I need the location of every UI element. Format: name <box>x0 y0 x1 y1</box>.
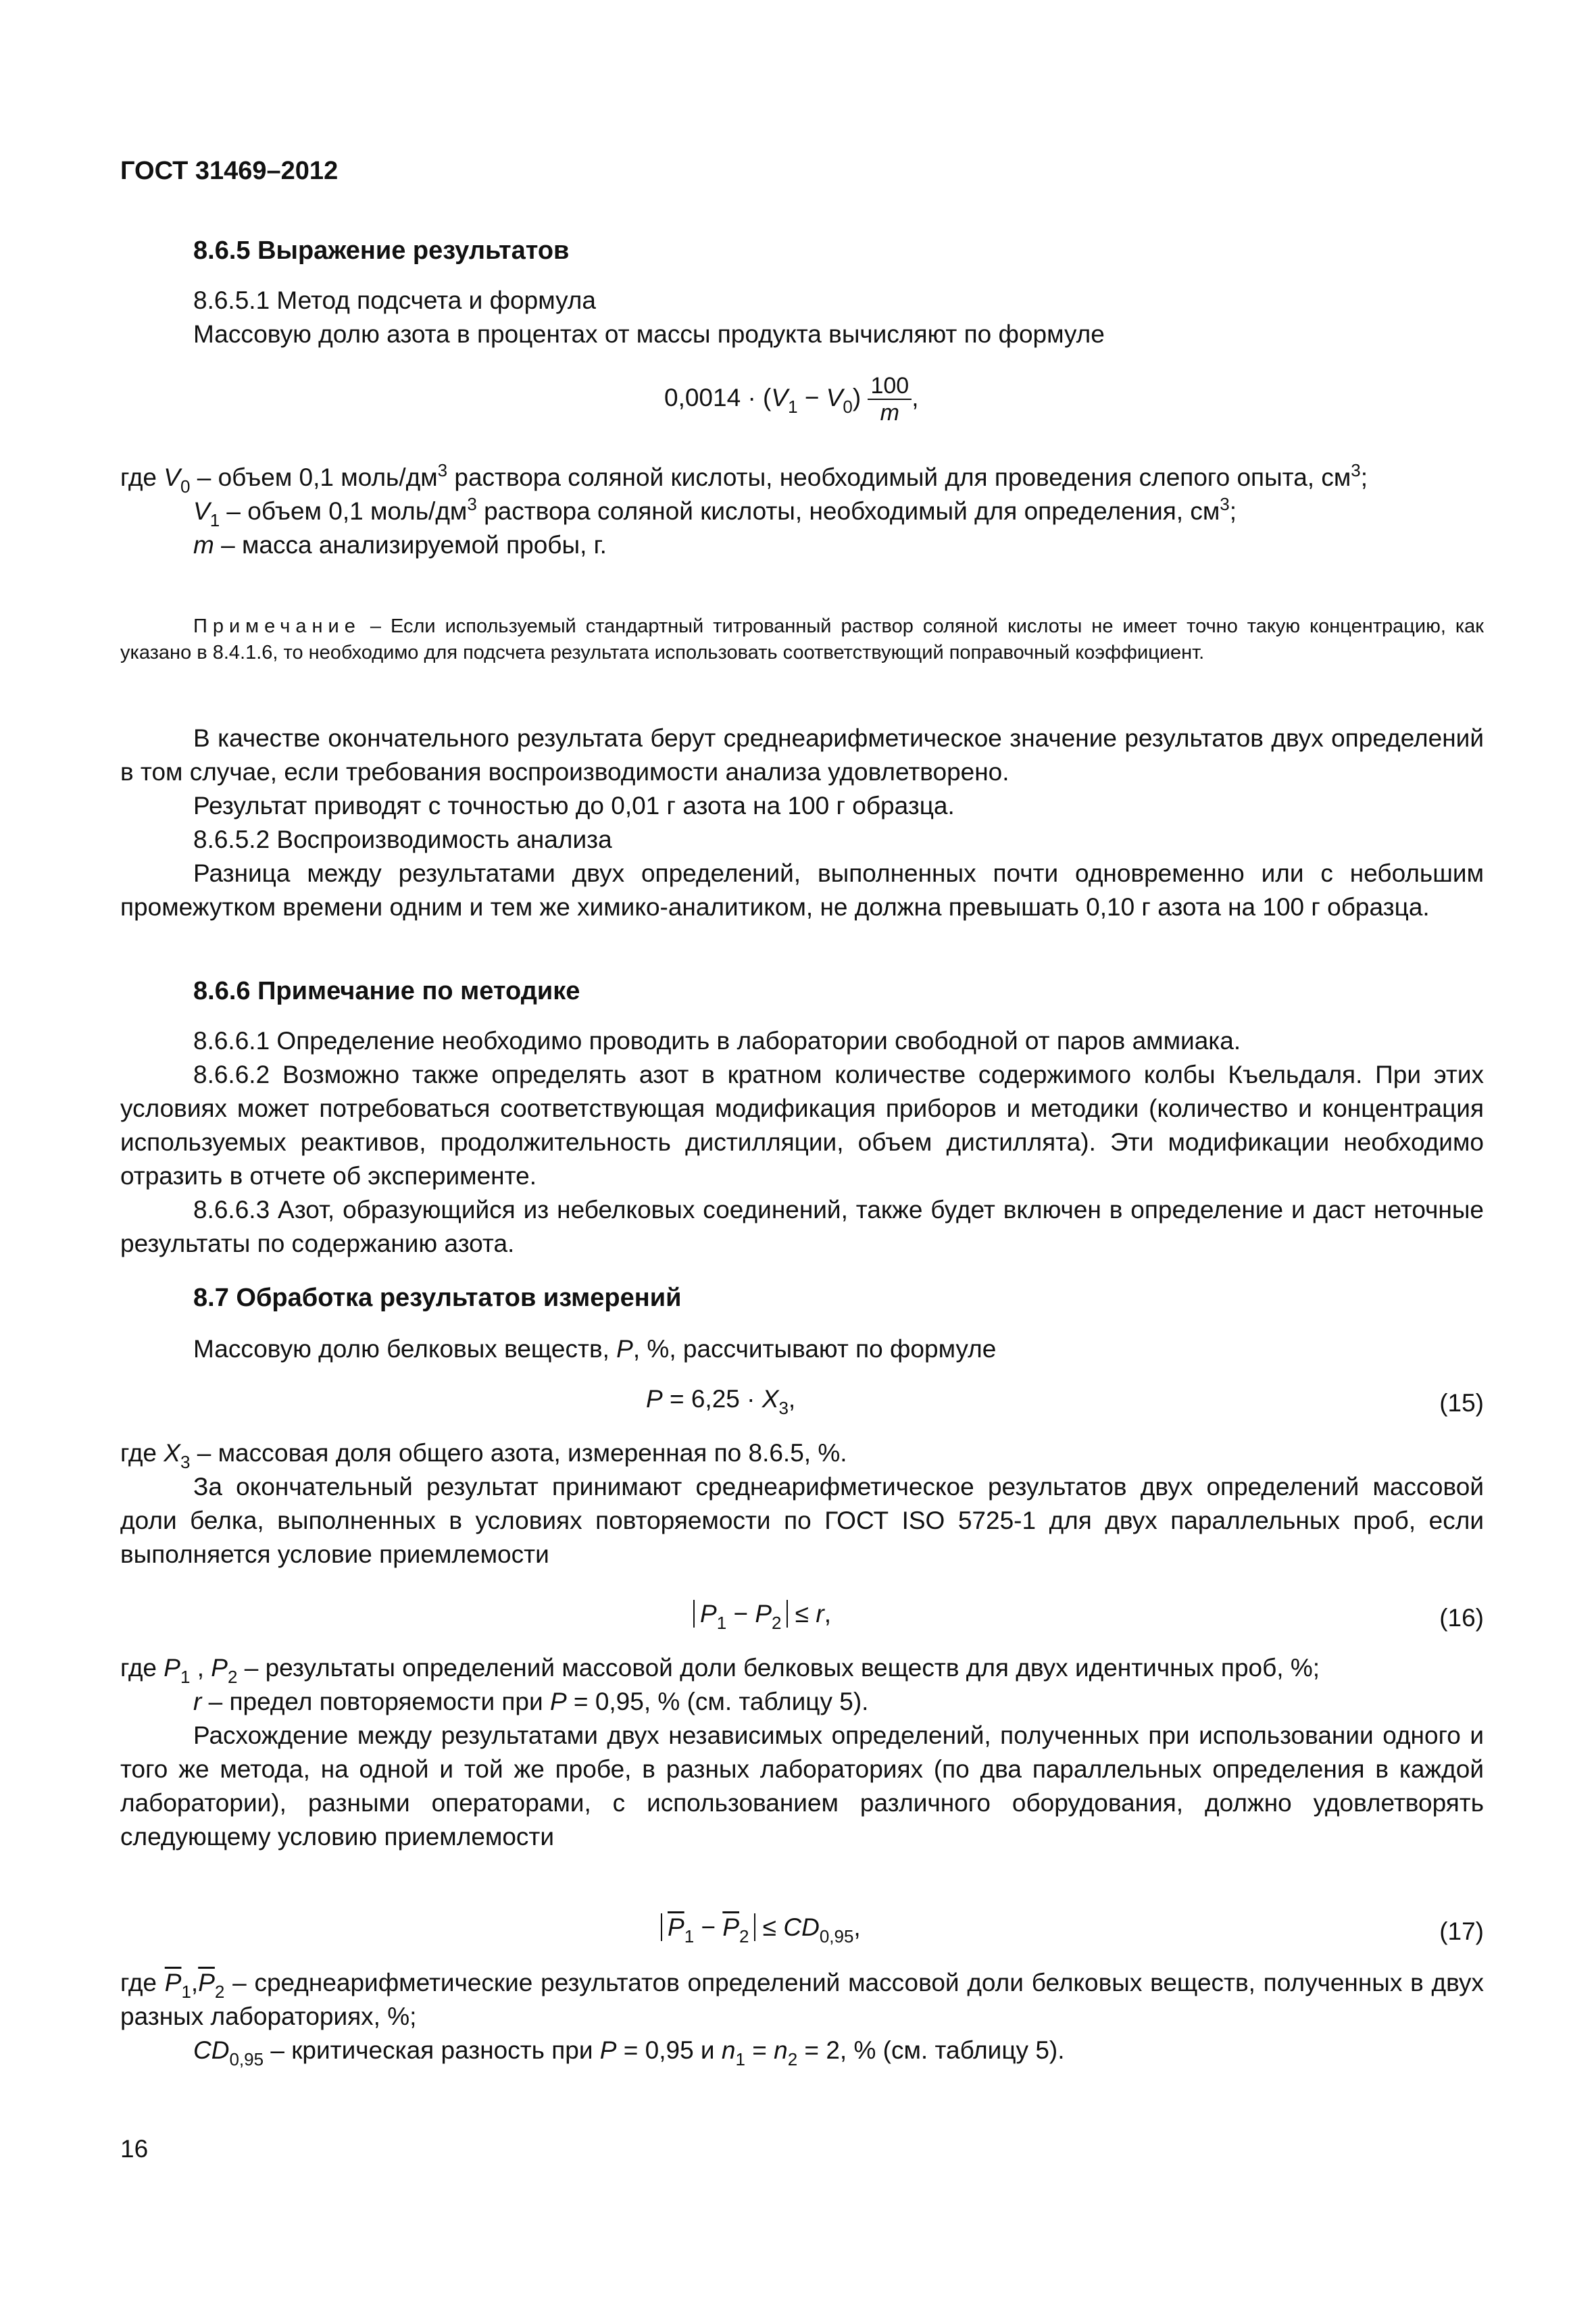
document-header <box>120 154 1484 188</box>
where-cd: $CD_{0,95}$ – критическая разность при P = 0,95 и $n_1 = n_2 = 2$, % (см. таблицу 5). <box>193 2036 1065 2069</box>
formula-16: $P_1 - P_2 \le r$, <box>693 1600 831 1628</box>
subheading-8-6-5-1: 8.6.5.1 Метод подсчета и формула <box>193 286 596 314</box>
note-text: – Если используемый стандартный титрованный раствор соляной кислоты не имеет точно такую концентрацию, как указано в 8.4.1.6, то необходимо для подсчета результата использовать соответствующий поправочный коэффициент. <box>120 615 1484 663</box>
page-number: 16 <box>120 2135 149 2163</box>
doc-id: ГОСТ 31469–2012 <box>120 157 339 185</box>
section-8-7-heading: 8.7 Обработка результатов измерений <box>193 1284 682 1312</box>
paragraph-8-6-6-2: 8.6.6.2 Возможно также определять азот в кратном количестве содержимого колбы Къельдаля. При этих условиях может потребоваться соответствующая модификация приборов и методики (количество и концентрация используемых реактивов, продолжительность дистилляции, объем дистиллята). Эти модификации необходимо отразить в отчете об эксперименте. <box>120 1061 1484 1190</box>
formula-17: $\overline{P}_1 - \overline{P}_2 \le CD_{0,95}$, <box>661 1913 861 1942</box>
where-block-865 <box>120 461 1484 562</box>
formula-intro: Массовую долю азота в процентах от массы продукта вычисляют по формуле <box>193 320 1105 348</box>
where-v0: где $V_0$ – объем 0,1 моль/$дм^3$ раствора соляной кислоты, необходимый для проведения слепого опыта, $см^3$; <box>120 460 1368 497</box>
note-block <box>120 613 1484 666</box>
final-result-paragraph-87: За окончательный результат принимают среднеарифметическое результатов двух определений массовой доли белка, выполненных в условиях повторяемости по ГОСТ ISO 5725-1 для двух параллельных проб, если выполняется условие приемлемости <box>120 1473 1484 1568</box>
section-8-7-text-1 <box>120 1436 1484 1571</box>
section-8-6-5-1 <box>120 284 1484 351</box>
equation-number-15: (15) <box>1439 1389 1484 1417</box>
paragraph-8-6-6-3: 8.6.6.3 Азот, образующийся из небелковых соединений, также будет включен в определение и даст неточные результаты по содержанию азота. <box>120 1196 1484 1257</box>
equation-number-16: (16) <box>1439 1604 1484 1632</box>
where-m: m – масса анализируемой пробы, г. <box>193 531 607 559</box>
formula-15: $P = 6,25 \cdot X_3$, <box>646 1385 796 1418</box>
where-p1-p2: где $P_1$ , $P_2$ – результаты определений массовой доли белковых веществ для двух идентичных проб, %; <box>120 1654 1320 1687</box>
difference-paragraph: Разница между результатами двух определений, выполненных почти одновременно или с небольшим промежутком времени одним и тем же химико-аналитиком, не должна превышать 0,10 г азота на 100 г образца. <box>120 859 1484 921</box>
where-r: r – предел повторяемости при P = 0,95, % (см. таблицу 5). <box>193 1688 869 1715</box>
where-x3: где $X_3$ – массовая доля общего азота, измеренная по 8.6.5, %. <box>120 1439 847 1472</box>
section-8-6-6-heading: 8.6.6 Примечание по методике <box>193 977 580 1005</box>
section-8-7-text-3 <box>120 1966 1484 2067</box>
formula-nitrogen: $0,0014 \cdot (V_1 - V_0)$ $\frac{100}{m}$ , <box>664 373 919 426</box>
where-pbar: где $\overline{P}_1,\overline{P}_2$ – среднеарифметические результатов определений массовой доли белковых веществ, полученных в двух разных лабораториях, %; <box>120 1969 1484 2030</box>
section-8-6-5-heading: 8.6.5 Выражение результатов <box>193 236 570 265</box>
subheading-8-6-5-2: 8.6.5.2 Воспроизводимость анализа <box>193 826 612 853</box>
section-8-7-intro: Массовую долю белковых веществ, P, %, рассчитывают по формуле <box>193 1335 997 1363</box>
page-footer <box>120 2132 1484 2166</box>
section-8-6-5-text <box>120 722 1484 924</box>
final-result-paragraph: В качестве окончательного результата берут среднеарифметическое значение результатов двух определений в том случае, если требования воспроизводимости анализа удовлетворено. <box>120 724 1484 786</box>
section-8-6-6-text <box>120 1024 1484 1261</box>
paragraph-8-6-6-1: 8.6.6.1 Определение необходимо проводить в лаборатории свободной от паров аммиака. <box>193 1027 1241 1055</box>
section-8-7-text-2 <box>120 1651 1484 1854</box>
rounding-paragraph: Результат приводят с точностью до 0,01 г азота на 100 г образца. <box>193 792 955 820</box>
fraction: $\frac{100}{m}$ <box>868 373 912 426</box>
note-label: Примечание <box>193 615 361 637</box>
where-v1: $V_1$ – объем 0,1 моль/$дм^3$ раствора соляной кислоты, необходимый для определения, $см^3$; <box>193 494 1237 530</box>
equation-number-17: (17) <box>1439 1917 1484 1945</box>
divergence-paragraph: Расхождение между результатами двух независимых определений, полученных при использовании одного и того же метода, на одной и той же пробе, в разных лабораториях (по два параллельных определения в каждой лаборатории), разными операторами, с использованием различного оборудования, должно удовлетворять следующему условию приемлемости <box>120 1721 1484 1851</box>
